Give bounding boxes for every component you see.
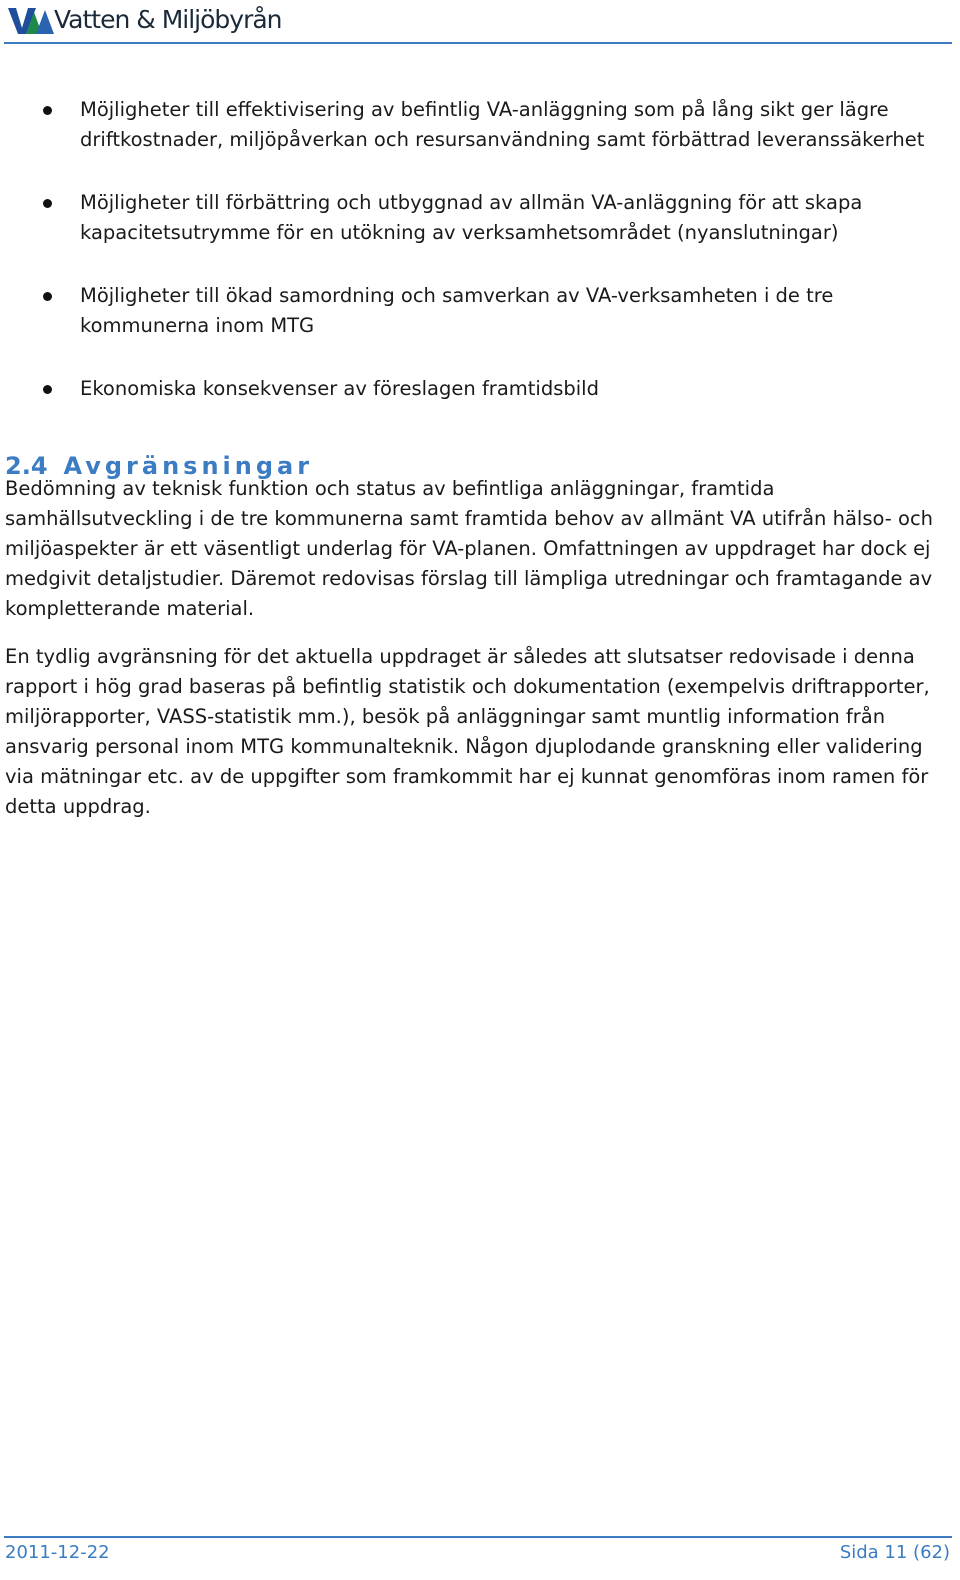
- logo-text: Vatten & Miljöbyrån: [54, 5, 282, 34]
- body-paragraph: En tydlig avgränsning för det aktuella uppdraget är således att slutsatser redovisade i denna rapport i hög grad baseras på befintlig statistik och dokumentation (exempelvis driftrapporter, miljörapporter, VASS-statistik mm.), besök på anläggningar samt muntlig information från ansvarig personal inom MTG kommunalteknik. Någon djuplodande granskning eller validering via mätningar etc. av de uppgifter som framkommit har ej kunnat genomföras inom ramen för detta uppdrag.: [5, 645, 930, 818]
- list-item-text: Möjligheter till förbättring och utbyggnad av allmän VA-anläggning för att skapa kapacitetsutrymme för en utökning av verksamhetsområdet (nyanslutningar): [80, 191, 863, 244]
- list-item: [0, 188, 960, 248]
- page-number: Sida 11 (62): [839, 1542, 950, 1563]
- list-item: [0, 281, 960, 341]
- bullet-icon: [43, 385, 52, 394]
- list-item: [0, 374, 960, 404]
- bullet-icon: [43, 292, 52, 301]
- bullet-icon: [43, 106, 52, 115]
- bullet-icon: [43, 199, 52, 208]
- list-item-text: Möjligheter till ökad samordning och samverkan av VA-verksamheten i de tre kommunerna inom MTG: [80, 284, 834, 337]
- section-number: 2.4: [5, 451, 48, 480]
- logo-mark-icon: [8, 6, 54, 34]
- header-divider: [4, 42, 952, 44]
- bullet-list: [0, 95, 960, 404]
- list-item-text: Möjligheter till effektivisering av befintlig VA-anläggning som på lång sikt ger lägre driftkostnader, miljöpåverkan och resursanvändning samt förbättrad leveranssäkerhet: [80, 98, 925, 151]
- footer-divider: [4, 1536, 952, 1538]
- section-title: Avgränsningar: [63, 451, 314, 480]
- body-paragraph: Bedömning av teknisk funktion och status av befintliga anläggningar, framtida samhällsutveckling i de tre kommunerna samt framtida behov av allmänt VA utifrån hälso- och miljöaspekter är ett väsentligt underlag för VA-planen. Omfattningen av uppdraget har dock ej medgivit detaljstudier. Däremot redovisas förslag till lämpliga utredningar och framtagande av kompletterande material.: [5, 477, 934, 620]
- footer-date: 2011-12-22: [5, 1542, 110, 1563]
- list-item-text: Ekonomiska konsekvenser av föreslagen framtidsbild: [80, 377, 599, 400]
- page-header: [0, 0, 960, 46]
- list-item: [0, 95, 960, 155]
- company-logo: [8, 2, 282, 38]
